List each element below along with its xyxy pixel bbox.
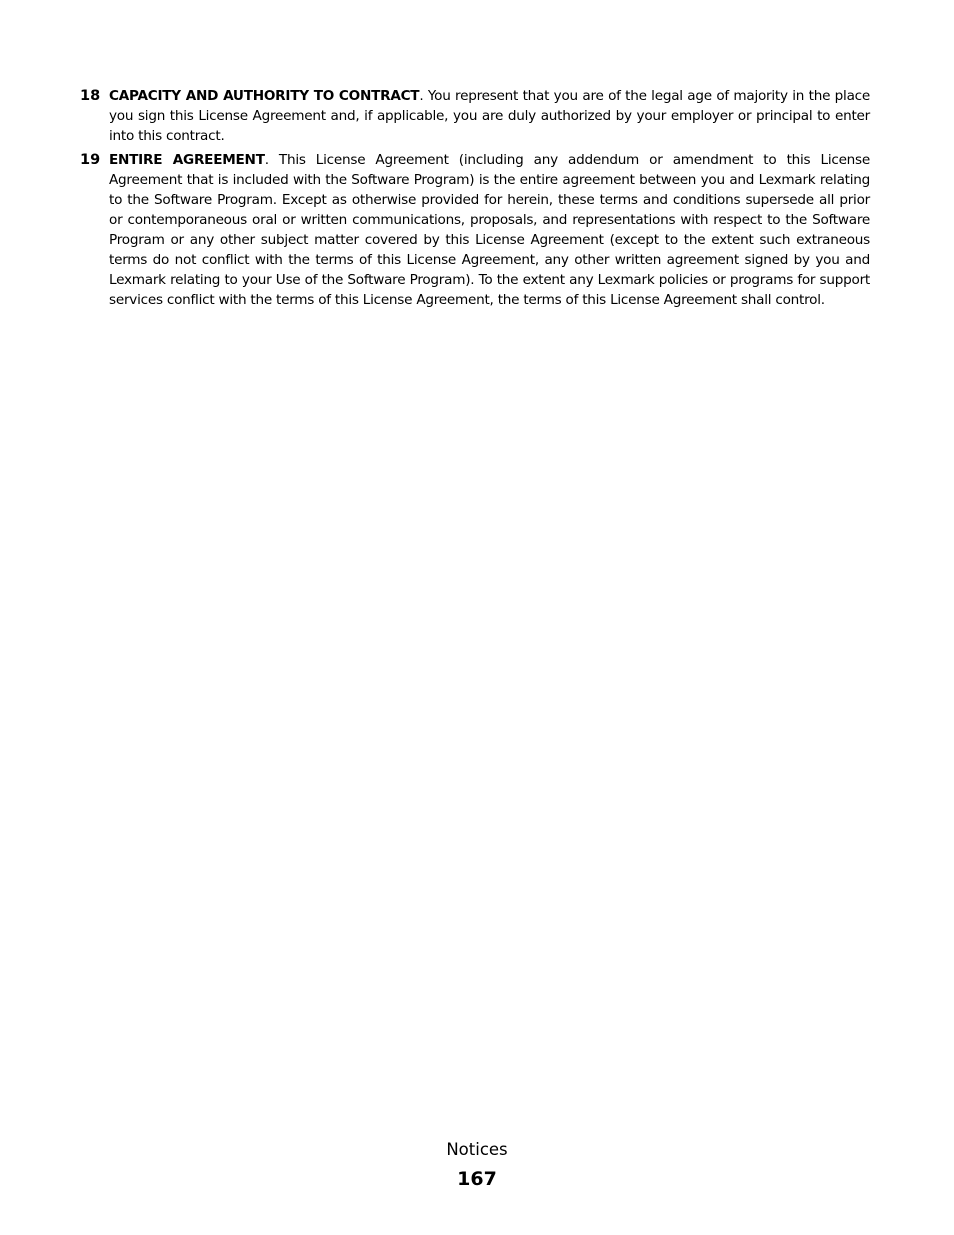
clause-title: ENTIRE AGREEMENT (109, 152, 265, 168)
clause-text (109, 150, 870, 310)
clause-number: 18 (80, 88, 101, 104)
footer-section-title: Notices (446, 1140, 508, 1159)
clause-number: 19 (80, 152, 101, 168)
clause-text (109, 86, 870, 146)
clause-body: . This License Agreement (including any addendum or amendment to this License Agreement that is included with the Software Program) is the entire agreement between you and Lexmark relating to the Software Program. Except as otherwise provided for herein, these terms and conditions supersede all prior or contemporaneous oral or written communications, proposals, and representations with respect to the Software Program or any other subject matter covered by this License Agreement (except to the extent such extraneous terms do not conflict with the terms of this License Agreement, any other written agreement signed by you and Lexmark relating to your Use of the Software Program). To the extent any Lexmark policies or programs for support services conflict with the terms of this License Agreement, the terms of this License Agreement shall control. (109, 152, 870, 308)
document-body (80, 86, 870, 314)
clause-body: . You represent that you are of the legal age of majority in the place you sign this License Agreement and, if applicable, you are duly authorized by your employer or principal to enter into this contract. (109, 88, 870, 144)
clause-title: CAPACITY AND AUTHORITY TO CONTRACT (109, 88, 420, 104)
page-number: 167 (457, 1168, 497, 1190)
clause-19 (80, 150, 870, 310)
clause-18 (80, 86, 870, 146)
